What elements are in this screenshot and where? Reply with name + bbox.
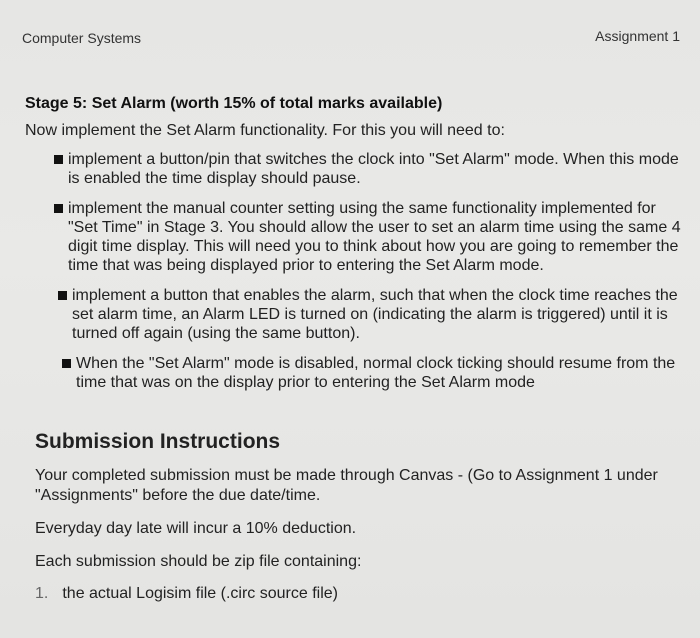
- bullet-square-icon: [54, 155, 63, 164]
- list-item: [44, 199, 685, 275]
- bullet-square-icon: [62, 359, 71, 368]
- stage-5-heading: Stage 5: Set Alarm (worth 15% of total marks available): [25, 95, 443, 112]
- list-item-text: implement the manual counter setting using the same functionality implemented for "Set Time" in Stage 3. You should allow the user to set an alarm time using the same 4 digit time display. This will need you to think about how you are going to remember the time that was being displayed prior to entering the Set Alarm mode.: [68, 200, 681, 274]
- zip-contents-text: Each submission should be zip file containing:: [35, 553, 362, 570]
- submission-heading: Submission Instructions: [35, 430, 281, 453]
- assignment-label: Assignment 1: [595, 28, 680, 44]
- late-penalty-text: Everyday day late will incur a 10% deduction.: [35, 520, 357, 537]
- list-item-text: implement a button/pin that switches the clock into "Set Alarm" mode. When this mode is enabled the time display should pause.: [68, 151, 679, 187]
- list-item-text: implement a button that enables the alarm, such that when the clock time reaches the set alarm time, an Alarm LED is turned on (indicating the alarm is triggered) until it is turned off again (using the same button).: [72, 287, 678, 342]
- item-text: the actual Logisim file (.circ source file): [62, 585, 338, 602]
- list-item: [44, 150, 685, 188]
- bullet-square-icon: [54, 204, 63, 213]
- requirements-list: [40, 150, 685, 403]
- list-item-text: When the "Set Alarm" mode is disabled, normal clock ticking should resume from the time that was on the display prior to entering the Set Alarm mode: [76, 355, 676, 391]
- stage-5-intro: Now implement the Set Alarm functionality. For this you will need to:: [25, 122, 505, 139]
- item-number: 1.: [35, 585, 49, 602]
- course-title: Computer Systems: [22, 30, 142, 46]
- bullet-square-icon: [58, 291, 67, 300]
- list-item: [48, 286, 685, 343]
- list-item: [52, 354, 685, 392]
- submission-text: Your completed submission must be made through Canvas - (Go to Assignment 1 under "Assignments" before the due date/time.: [35, 467, 658, 504]
- numbered-item: [35, 585, 338, 603]
